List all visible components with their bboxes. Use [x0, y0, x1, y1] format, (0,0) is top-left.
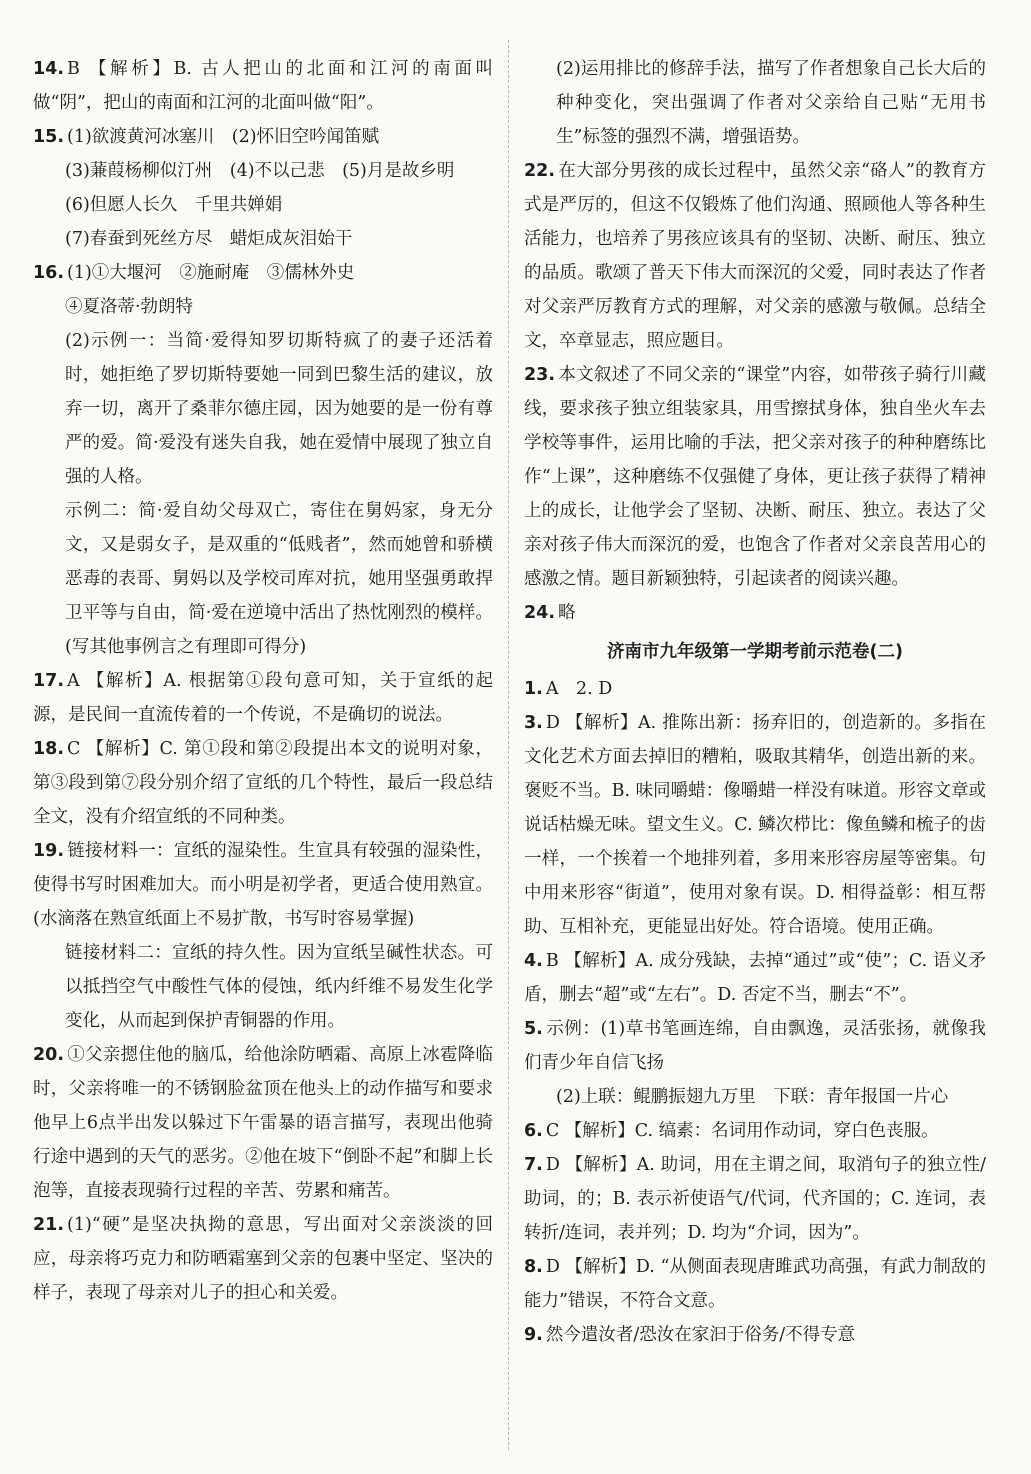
answer-15: 15. (1)欲渡黄河冰塞川 (2)怀旧空吟闻笛赋 (3)蒹葭杨柳似汀州 (4)不以己悲 (5)月是故乡明 (6)但愿人长久 千里共婵娟 (7)春蚕到死丝方尽 蜡炬成灰泪始干 — [33, 127, 455, 249]
answer-3: 3. D 【解析】A. 推陈出新：扬弃旧的，创造新的。多指在文化艺术方面去掉旧的糟粕，吸取其精华，创造出新的来。褒贬不当。B. 味同嚼蜡：像嚼蜡一样没有味道。形容文章或说话枯燥无味。望文生义。C. 鳞次栉比：像鱼鳞和梳子的齿一样，一个挨着一个地排列着，多用来形容房屋等密集。句中用来形容“街道”，使用对象有误。D. 相得益彰：相互帮助、互相补充，更能显出好处。符合语境。使用正确。 — [524, 713, 986, 937]
section-title: 济南市九年级第一学期考前示范卷(二) — [607, 642, 903, 662]
answer-14: 14. B 【解析】B. 古人把山的北面和江河的南面叫做“阴”，把山的南面和江河的北面叫做“阳”。 — [33, 59, 493, 113]
answer-24: 24. 略 — [524, 603, 576, 623]
answer-23: 23. 本文叙述了不同父亲的“课堂”内容，如带孩子骑行川藏线，要求孩子独立组装家具，用雪擦拭身体，独自坐火车去学校等事件，运用比喻的手法，把父亲对孩子的种种磨练比作“上课”，这种磨练不仅强健了身体，更让孩子获得了精神上的成长，让他学会了坚韧、决断、耐压、独立。表达了父亲对孩子伟大而深沉的爱，也饱含了作者对父亲良苦用心的感激之情。题目新颖独特，引起读者的阅读兴趣。 — [524, 365, 986, 589]
answer-21-part-2: (2)运用排比的修辞手法，描写了作者想象自己长大后的种种变化，突出强调了作者对父亲给自己贴“无用书生”标签的强烈不满，增强语势。 — [556, 59, 986, 147]
answer-8: 8. D 【解析】D. “从侧面表现唐雎武功高强，有武力制敌的能力”错误，不符合文意。 — [524, 1257, 986, 1311]
answer-19: 19. 链接材料一：宣纸的湿染性。生宣具有较强的湿染性，使得书写时困难加大。而小明是初学者，更适合使用熟宣。(水滴落在熟宣纸面上不易扩散，书写时容易掌握) 链接材料二：宣纸的持久性。因为宣纸呈碱性状态。可以抵挡空气中酸性气体的侵蚀，纸内纤维不易发生化学变化，从而起到保护青铜器的作用。 — [33, 841, 493, 1031]
answer-16: 16. (1)①大堰河 ②施耐庵 ③儒林外史 ④夏洛蒂·勃朗特 (2)示例一：当简·爱得知罗切斯特疯了的妻子还活着时，她拒绝了罗切斯特要她一同到巴黎生活的建议，放弃一切，离开了桑菲尔德庄园，因为她要的是一份有尊严的爱。简·爱没有迷失自我，她在爱情中展现了独立自强的人格。 示例二：简·爱自幼父母双亡，寄住在舅妈家，身无分文，又是弱女子，是双重的“低贱者”，然而她曾和骄横恶毒的表哥、舅妈以及学校司库对抗，她用坚强勇敢捍卫平等与自由，简·爱在逆境中活出了热忱刚烈的模样。(写其他事例言之有理即可得分) — [33, 263, 493, 657]
answer-18: 18. C 【解析】C. 第①段和第②段提出本文的说明对象，第③段到第⑦段分别介绍了宣纸的几个特性，最后一段总结全文，没有介绍宣纸的不同种类。 — [33, 739, 493, 827]
answer-5: 5. 示例：(1)草书笔画连绵，自由飘逸，灵活张扬，就像我们青少年自信飞扬 (2)上联：鲲鹏振翅九万里 下联：青年报国一片心 — [524, 1019, 986, 1107]
answer-17: 17. A 【解析】A. 根据第①段句意可知，关于宣纸的起源，是民间一直流传着的一个传说，不是确切的说法。 — [33, 671, 493, 725]
answer-22: 22. 在大部分男孩的成长过程中，虽然父亲“硌人”的教育方式是严厉的，但这不仅锻炼了他们沟通、照顾他人等各种生活能力，也培养了男孩应该具有的坚韧、决断、耐压、独立的品质。歌颂了普天下伟大而深沉的父爱，同时表达了作者对父亲严厉教育方式的理解，对父亲的感激与敬佩。总结全文，卒章显志，照应题目。 — [524, 161, 986, 351]
answer-21: 21. (1)“硬”是坚决执拗的意思，写出面对父亲淡淡的回应，母亲将巧克力和防晒霜塞到父亲的包裹中坚定、坚决的样子，表现了母亲对儿子的担心和关爱。 — [33, 1215, 493, 1303]
answer-6: 6. C 【解析】C. 缟素：名词用作动词，穿白色丧服。 — [524, 1121, 939, 1141]
answer-20: 20. ①父亲摁住他的脑瓜，给他涂防晒霜、高原上冰雹降临时，父亲将唯一的不锈钢脸盆顶在他头上的动作描写和要求他早上6点半出发以躲过下午雷暴的语言描写，表现出他骑行途中遇到的天气的恶劣。②他在坡下“倒卧不起”和脚上长泡等，直接表现骑行过程的辛苦、劳累和痛苦。 — [33, 1045, 493, 1201]
left-column — [33, 52, 493, 1310]
column-divider — [508, 40, 509, 1450]
answer-9: 9. 然今遣汝者/恐汝在家汩于俗务/不得专意 — [524, 1325, 856, 1345]
answer-1-2: 1. A 2. D — [524, 679, 613, 699]
right-column — [524, 52, 986, 1352]
answer-4: 4. B 【解析】A. 成分残缺，去掉“通过”或“使”；C. 语义矛盾，删去“超”或“左右”。D. 否定不当，删去“不”。 — [524, 951, 986, 1005]
answer-7: 7. D 【解析】A. 助词，用在主谓之间，取消句子的独立性/助词，的；B. 表示祈使语气/代词，代齐国的；C. 连词，表转折/连词，表并列；D. 均为“介词，因为”。 — [524, 1155, 986, 1243]
